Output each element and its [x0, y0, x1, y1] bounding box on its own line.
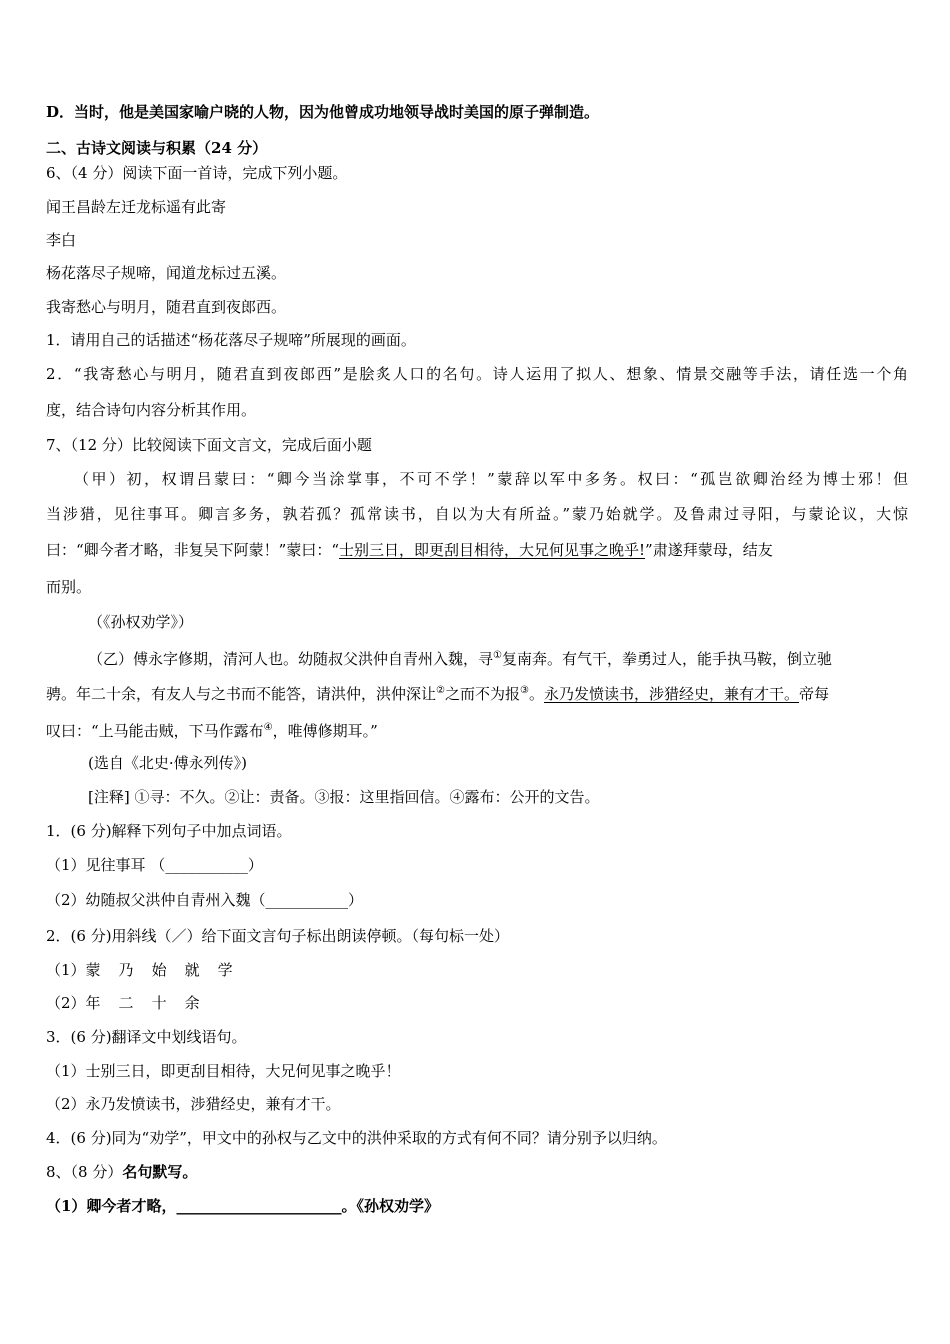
question-7-2: 2．(6 分)用斜线（／）给下面文言句子标出朗读停顿。（每句标一处） [46, 927, 510, 945]
item-1-text: （1）见往事耳 （ [46, 856, 166, 874]
item-2-text: （2）幼随叔父洪仲自青州入魏（ [46, 891, 266, 909]
passage-yi-text-1a: （乙）傅永字修期，清河人也。幼随叔父洪仲自青州入魏，寻 [88, 650, 494, 668]
question-7-3-item-1: （1）士别三日，即更刮目相待，大兄何见事之晚乎！ [46, 1062, 401, 1080]
passage-jia-line-1 [74, 469, 908, 489]
passage-yi-line-2 [46, 681, 908, 704]
passage-jia-source: （《孙权劝学》） [88, 613, 194, 631]
passage-yi-source: (选自《北史·傅永列传》) [88, 754, 247, 772]
note-marker-3: ③ [520, 685, 529, 696]
question-7-2-item-2 [46, 993, 908, 1013]
passage-yi-line-1 [88, 646, 908, 669]
question-7-3: 3．(6 分)翻译文中划线语句。 [46, 1028, 247, 1046]
underlined-sentence-yi: 永乃发愤读书，涉猎经史，兼有才干。 [543, 685, 799, 703]
note-marker-4: ④ [263, 722, 273, 733]
passage-jia-line-2: 当涉猎，见往事耳。卿言多务，孰若孤？孤常读书，自以为大有所益。”蒙乃始就学。及鲁肃过寻阳，与蒙论议，大惊 [46, 505, 908, 523]
pause-word-9: 余 [184, 994, 200, 1012]
item-1-close: ） [247, 856, 263, 874]
question-6-stem: 6、（4 分）阅读下面一首诗，完成下列小题。 [46, 164, 348, 182]
question-7-4: 4．(6 分)同为“劝学”，甲文中的孙权与乙文中的洪仲采取的方式有何不同？请分别予以归纳。 [46, 1129, 667, 1147]
passage-jia-line-4: 而别。 [46, 578, 92, 596]
q8-1-text: （1）卿今者才略， [46, 1197, 177, 1215]
q8-1-source: 。《孙权劝学》 [341, 1197, 439, 1215]
pause-word-1: （1）蒙 [46, 961, 101, 979]
pause-word-6: （2）年 [46, 994, 101, 1012]
question-8-1 [46, 1196, 908, 1216]
annotations: [注释] ①寻：不久。②让：责备。③报：这里指回信。④露布：公开的文告。 [88, 788, 600, 806]
answer-blank-1[interactable]: ___________ [165, 856, 248, 874]
passage-yi-text-3a: 叹曰：“上马能击贼，下马作露布 [46, 722, 264, 740]
pause-word-5: 学 [217, 961, 233, 979]
poem-line-1: 杨花落尽子规啼，闻道龙标过五溪。 [46, 264, 287, 282]
passage-yi-text-2d: 帝每 [799, 685, 830, 703]
poem-line-2: 我寄愁心与明月，随君直到夜郎西。 [46, 298, 287, 316]
question-7-1: 1．(6 分)解释下列句子中加点词语。 [46, 822, 292, 840]
question-6-2: 2．“我寄愁心与明月，随君直到夜郎西”是脍炙人口的名句。诗人运用了拟人、想象、情景交融等手法，请任选一个角 [46, 365, 908, 383]
passage-yi-text-3b: ，唯傅修期耳。” [272, 722, 378, 740]
pause-word-2: 乃 [118, 961, 134, 979]
question-6-1: 1．请用自己的话描述“杨花落尽子规啼”所展现的画面。 [46, 331, 416, 349]
question-8-title: 名句默写。 [122, 1163, 198, 1181]
passage-jia-text-3c: ”肃遂拜蒙母，结友 [645, 541, 773, 559]
question-7-1-item-1 [46, 855, 908, 875]
passage-yi-text-1b: 复南奔。有气干，拳勇过人，能手执马鞍，倒立驰 [501, 650, 832, 668]
section-heading: 二、古诗文阅读与积累（24 分） [46, 139, 268, 157]
note-marker-2: ② [436, 685, 445, 696]
question-8-number: 8、（8 分） [46, 1163, 123, 1181]
question-7-stem: 7、（12 分）比较阅读下面文言文，完成后面小题 [46, 436, 372, 454]
poem-title: 闻王昌龄左迁龙标遥有此寄 [46, 198, 227, 216]
question-7-1-item-2 [46, 890, 908, 910]
question-7-2-item-1 [46, 960, 908, 980]
question-6-2-cont: 度，结合诗句内容分析其作用。 [46, 401, 257, 419]
note-marker-1: ① [493, 650, 502, 661]
passage-jia-text-1: （甲）初，权谓吕蒙曰：“卿今当涂掌事，不可不学！”蒙辞以军中多务。权曰：“孤岂欲卿治经为博士邪！但 [74, 470, 908, 488]
passage-yi-text-2b: 之而不为报 [444, 685, 520, 703]
poem-author: 李白 [46, 231, 77, 249]
item-2-close: ） [348, 891, 364, 909]
option-d: D．当时，他是美国家喻户晓的人物，因为他曾成功地领导战时美国的原子弹制造。 [46, 103, 600, 121]
passage-jia-text-3a: 曰：“卿今者才略，非复吴下阿蒙！”蒙曰：“ [46, 541, 340, 559]
pause-word-7: 二 [118, 994, 134, 1012]
question-8-stem [46, 1162, 908, 1182]
pause-word-4: 就 [184, 961, 200, 979]
answer-blank-2[interactable]: ___________ [265, 891, 349, 909]
answer-blank-3[interactable]: ______________________ [176, 1197, 342, 1215]
question-7-3-item-2: （2）永乃发愤读书，涉猎经史，兼有才干。 [46, 1095, 341, 1113]
pause-word-3: 始 [151, 961, 167, 979]
underlined-sentence-jia: 士别三日，即更刮目相待，大兄何见事之晚乎! [339, 541, 646, 559]
passage-yi-line-3 [46, 718, 908, 741]
pause-word-8: 十 [151, 994, 167, 1012]
passage-yi-text-2c: 。 [528, 685, 544, 703]
passage-jia-line-3 [46, 540, 908, 560]
passage-yi-text-2a: 骋。年二十余，有友人与之书而不能答，请洪仲，洪仲深让 [46, 685, 437, 703]
